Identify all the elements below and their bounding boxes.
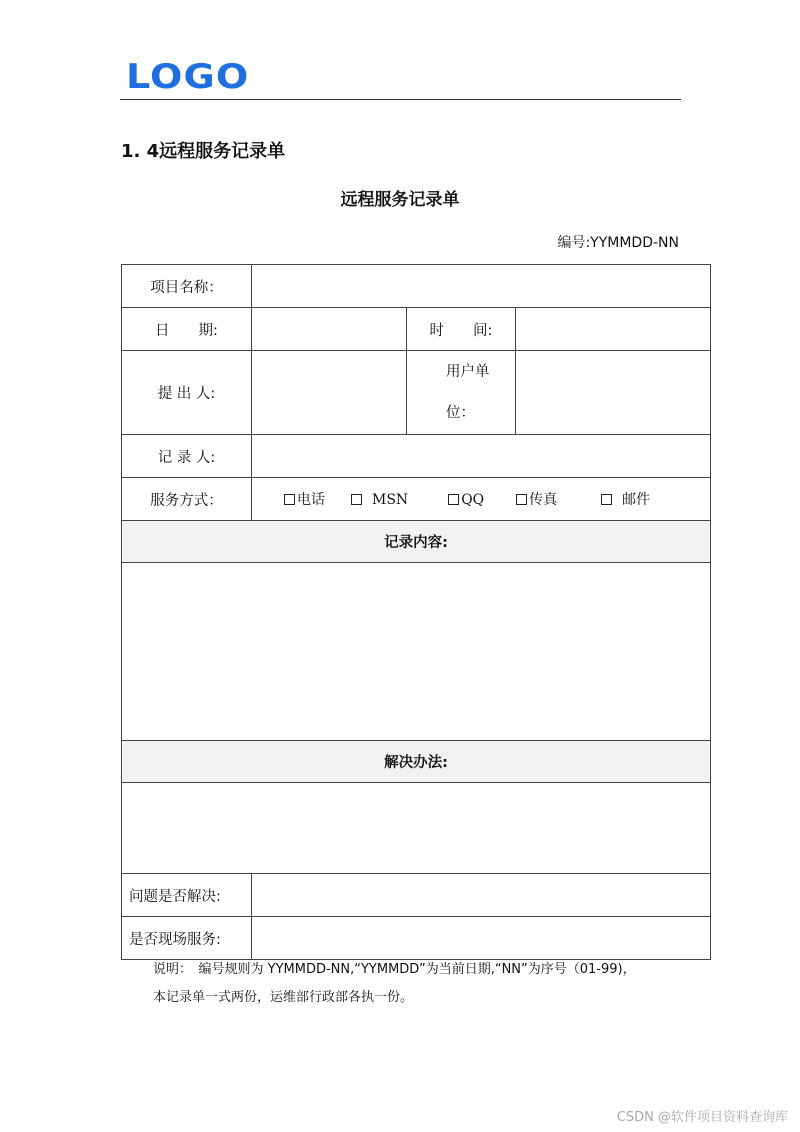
checkbox[interactable]	[601, 494, 612, 505]
watermark: CSDN @软件项目资料查询库	[616, 1110, 788, 1125]
proposer-field[interactable]	[252, 351, 407, 435]
section-heading: 1. 4远程服务记录单	[121, 141, 286, 162]
option-label: MSN	[372, 492, 409, 508]
row-proposer	[122, 351, 711, 435]
user-unit-label-line1: 用户单	[446, 363, 490, 380]
solution-header: 解决办法:	[122, 741, 711, 783]
time-label: 时 间:	[407, 308, 516, 351]
service-method-label: 服务方式：	[122, 478, 252, 521]
checkbox[interactable]	[448, 494, 459, 505]
user-unit-label	[407, 351, 516, 435]
solution-area[interactable]	[122, 783, 711, 874]
option-label: 邮件	[622, 492, 651, 508]
checkbox[interactable]	[351, 494, 362, 505]
recorder-field[interactable]	[252, 435, 711, 478]
onsite-label: 是否现场服务:	[122, 917, 252, 960]
option-phone[interactable]	[284, 489, 325, 509]
row-onsite	[122, 917, 711, 960]
row-project-name	[122, 265, 711, 308]
project-name-field[interactable]	[252, 265, 711, 308]
row-date-time	[122, 308, 711, 351]
time-field[interactable]	[516, 308, 711, 351]
service-record-form	[121, 264, 711, 960]
form-title: 远程服务记录单	[340, 190, 460, 210]
option-msn[interactable]	[351, 492, 408, 508]
onsite-field[interactable]	[252, 917, 711, 960]
row-resolved	[122, 874, 711, 917]
option-label: 传真	[529, 492, 558, 508]
option-label: QQ	[461, 492, 485, 508]
serial-number	[557, 233, 679, 253]
logo-text: LOGO	[126, 57, 250, 97]
project-name-label: 项目名称：	[122, 265, 252, 308]
form-notes	[153, 956, 636, 1012]
checkbox[interactable]	[516, 494, 527, 505]
option-qq[interactable]	[448, 492, 484, 508]
user-unit-field[interactable]	[516, 351, 711, 435]
note-line-1: 说明： 编号规则为 YYMMDD-NN,“YYMMDD”为当前日期,“NN”为序号（01-99)，	[153, 962, 636, 977]
option-email[interactable]	[601, 489, 650, 509]
proposer-label: 提 出 人:	[122, 351, 252, 435]
serial-label: 编号:	[557, 235, 591, 251]
row-record-content-header	[122, 521, 711, 563]
date-label: 日 期:	[122, 308, 252, 351]
checkbox[interactable]	[284, 494, 295, 505]
record-content-header: 记录内容:	[122, 521, 711, 563]
recorder-label: 记 录 人:	[122, 435, 252, 478]
company-logo	[126, 57, 250, 97]
serial-value: YYMMDD-NN	[590, 235, 679, 251]
header-divider	[120, 99, 681, 100]
resolved-label: 问题是否解决:	[122, 874, 252, 917]
date-field[interactable]	[252, 308, 407, 351]
record-content-area[interactable]	[122, 563, 711, 741]
row-record-content	[122, 563, 711, 741]
option-label: 电话	[297, 492, 325, 508]
option-fax[interactable]	[516, 489, 557, 509]
row-solution	[122, 783, 711, 874]
service-method-options	[252, 478, 711, 521]
row-service-method	[122, 478, 711, 521]
user-unit-label-line2: 位：	[446, 404, 475, 421]
note-line-2: 本记录单一式两份，运维部行政部各执一份。	[153, 990, 414, 1005]
resolved-field[interactable]	[252, 874, 711, 917]
row-solution-header	[122, 741, 711, 783]
row-recorder	[122, 435, 711, 478]
